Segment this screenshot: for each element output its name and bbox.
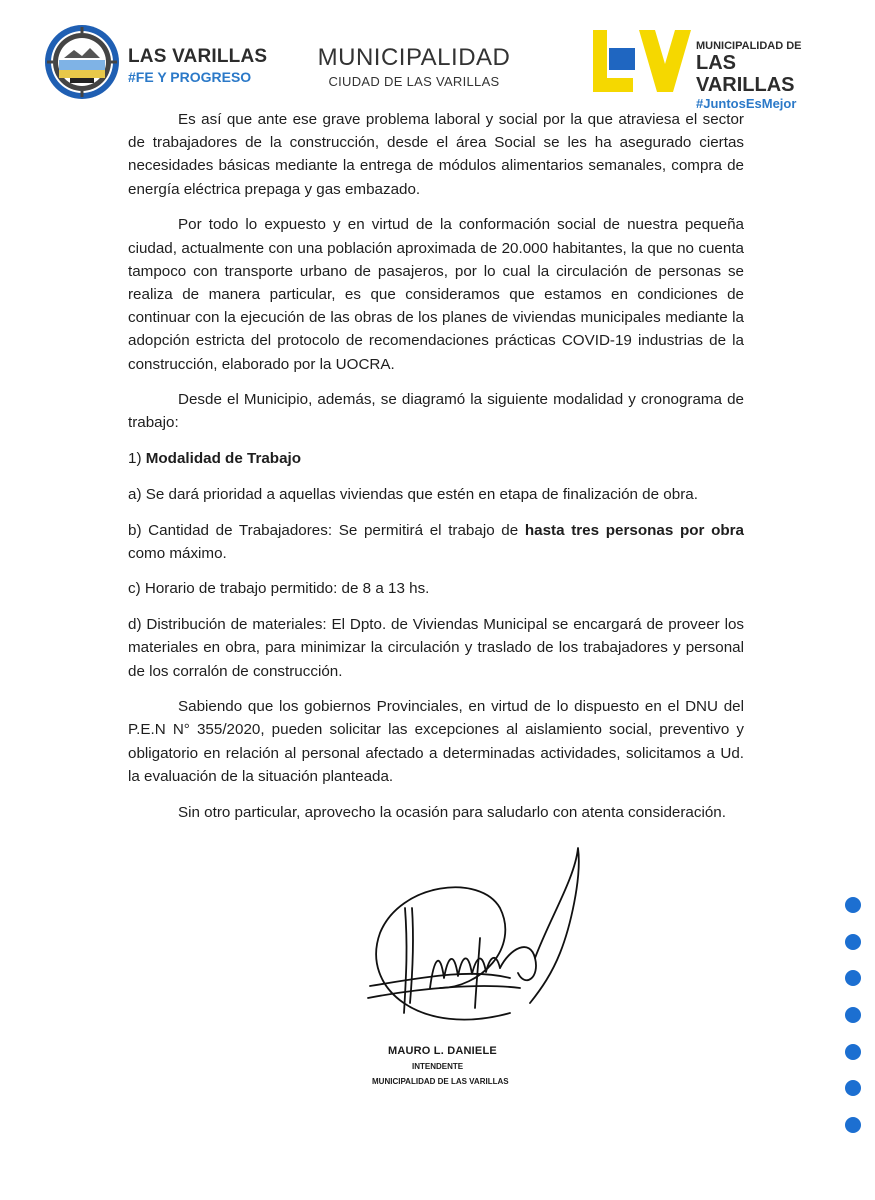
item-b-post: como máximo. xyxy=(128,544,227,562)
paragraph-1: Es así que ante ese grave problema laboral y social por la que atraviesa el sector de trabajadores de la construcción, desde el área Social se les ha asegurado ciertas necesidades básicas mediante la entrega de módulos alimentarios semanales, compra de energía eléctrica prepaga y gas embazado. xyxy=(128,111,744,198)
paragraph-2: Por todo lo expuesto y en virtud de la conformación social de nuestra pequeña ciudad, actualmente con una población aproximada de 20.000 habitantes, la que no cuenta tampoco con transporte urbano de pasajeros, por lo cual la circulación de personas se realiza de manera particular, es que consideramos que estamos en condiciones de continuar con la ejecución de las obras de los planes de viviendas municipales mediante la adopción estricta del protocolo de recomendaciones prácticas COVID-19 industrias de la construcción, elaborado por la UOCRA. xyxy=(128,216,744,373)
item-b xyxy=(128,519,744,565)
dot-icon xyxy=(845,1044,861,1060)
handwritten-signature-icon xyxy=(360,838,590,1038)
signer-block xyxy=(372,1045,509,1086)
section-title: Modalidad de Trabajo xyxy=(145,450,302,468)
item-a: a) Se dará prioridad a aquellas viviendas que estén en etapa de finalización de obra. xyxy=(128,485,698,503)
brand-right-small: MUNICIPALIDAD DE xyxy=(696,40,802,52)
section-number: 1) xyxy=(128,450,142,468)
brand-center xyxy=(309,44,519,89)
signer-role: INTENDENTE xyxy=(412,1062,464,1071)
letter-body xyxy=(128,108,744,836)
dot-icon xyxy=(845,1007,861,1023)
item-d: d) Distribución de materiales: El Dpto. de Viviendas Municipal se encargará de proveer los materiales en obra, para minimizar la circulación y traslado de los trabajadores y personal de los corralón de construcción. xyxy=(128,616,744,680)
brand-left-slogan: #FE Y PROGRESO xyxy=(128,69,252,85)
decorative-dots xyxy=(845,897,861,1154)
signer-org: MUNICIPALIDAD DE LAS VARILLAS xyxy=(372,1077,509,1086)
municipality-subtitle: CIUDAD DE LAS VARILLAS xyxy=(328,74,500,89)
dot-icon xyxy=(845,970,861,986)
brand-left xyxy=(128,46,267,85)
brand-right-title: LAS VARILLAS xyxy=(696,52,795,96)
municipality-title: MUNICIPALIDAD xyxy=(317,44,511,71)
brand-left-title: LAS VARILLAS xyxy=(128,46,268,67)
dot-icon xyxy=(845,897,861,913)
letterhead xyxy=(44,22,827,111)
dot-icon xyxy=(845,934,861,950)
brand-right xyxy=(696,40,827,111)
paragraph-5: Sin otro particular, aprovecho la ocasión para saludarlo con atenta consideración. xyxy=(178,803,726,821)
dot-icon xyxy=(845,1117,861,1133)
city-seal-icon xyxy=(44,24,120,100)
paragraph-4: Sabiendo que los gobiernos Provinciales, en virtud de lo dispuesto en el DNU del P.E.N N° 355/2020, pueden solicitar las excepciones al aislamiento social, preventivo y obligatorio en relación al personal afectado a determinadas actividades, solicitamos a Ud. la evaluación de la situación planteada. xyxy=(128,698,744,785)
item-b-bold: hasta tres personas por obra xyxy=(524,521,744,539)
section-heading xyxy=(128,447,744,470)
item-c: c) Horario de trabajo permitido: de 8 a 13 hs. xyxy=(128,580,430,598)
item-b-pre: b) Cantidad de Trabajadores: Se permitirá el trabajo de xyxy=(128,521,525,539)
lv-logo-icon xyxy=(593,30,691,92)
paragraph-3: Desde el Municipio, además, se diagramó la siguiente modalidad y cronograma de trabajo: xyxy=(128,391,744,432)
dot-icon xyxy=(845,1080,861,1096)
signer-name: MAURO L. DANIELE xyxy=(388,1045,497,1057)
brand-right-hashtag: #JuntosEsMejor xyxy=(696,96,797,111)
